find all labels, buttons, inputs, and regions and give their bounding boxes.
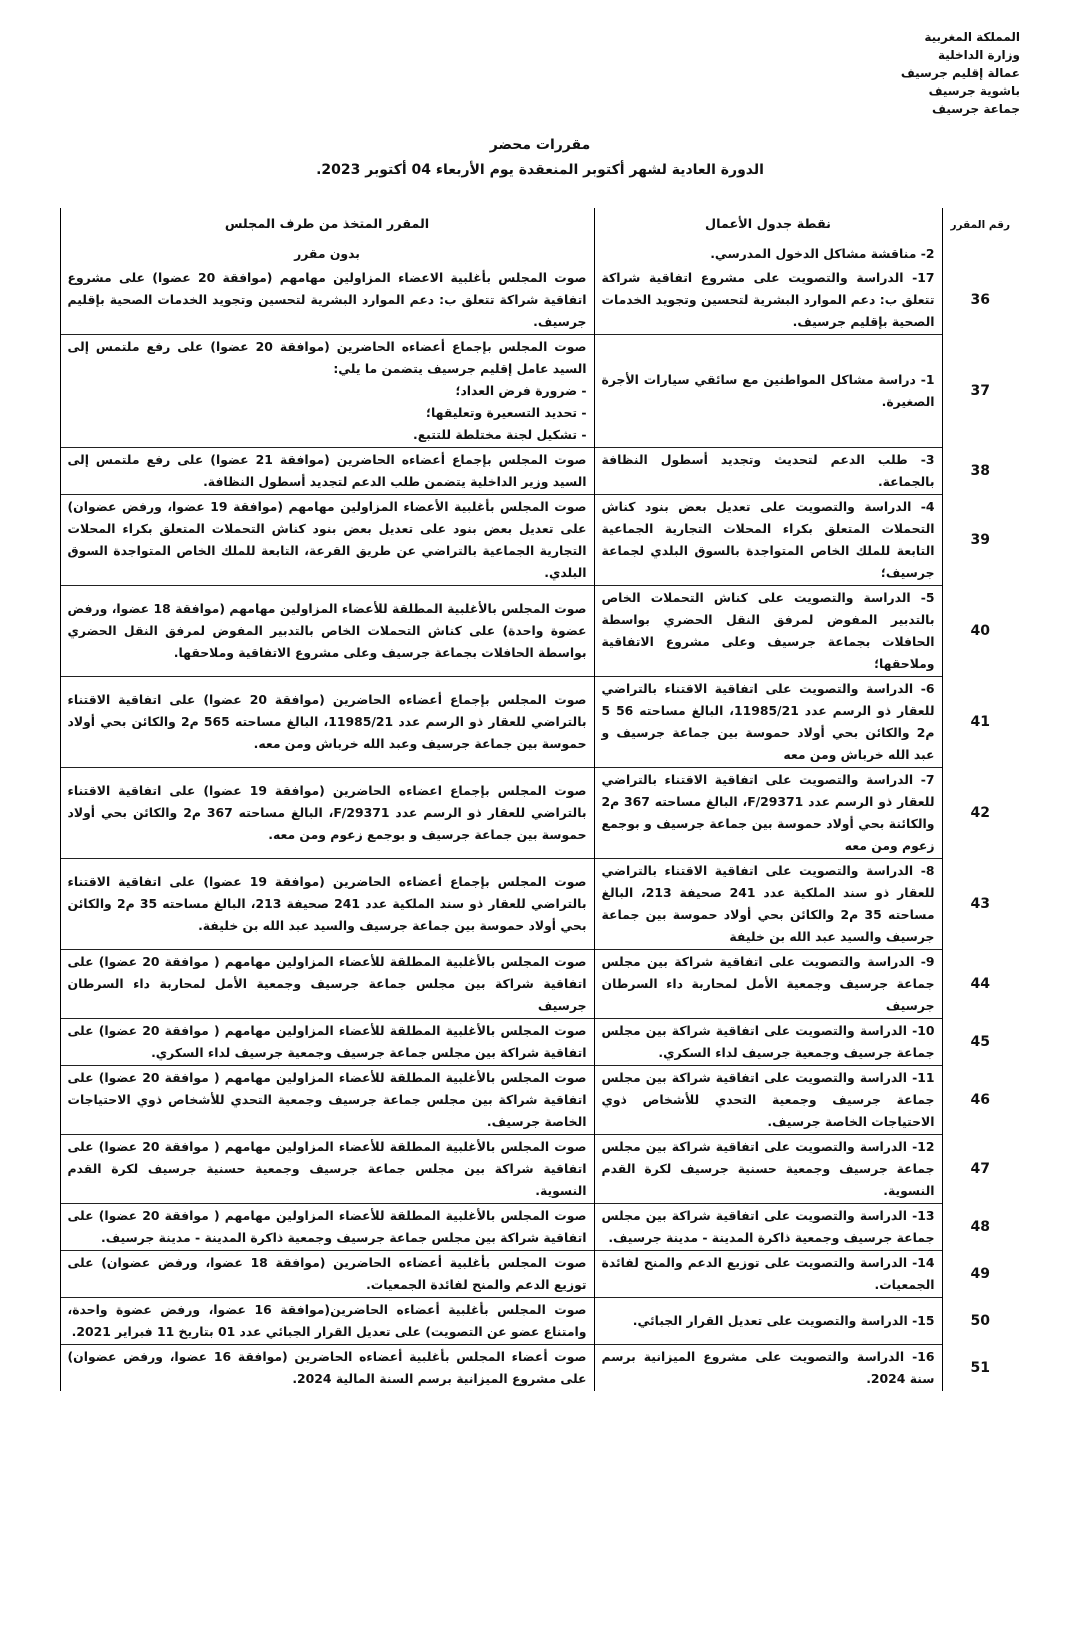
header-decision-number: رقم المقرر bbox=[950, 219, 1011, 231]
decision-number: 37 bbox=[970, 383, 990, 399]
agenda-item: 17- الدراسة والتصويت على مشروع اتفاقية شراكة تتعلق ب: دعم الموارد البشرية لتحسين وتجويد الخدمات الصحية بإقليم جرسيف. bbox=[594, 266, 942, 335]
administrative-header bbox=[901, 28, 1020, 118]
agenda-item: 6- الدراسة والتصويت على اتفاقية الاقتناء بالتراضي للعقار ذو الرسم عدد 11985/21، البالغ مساحته 56 5 م2 والكائن بحي أولاد حموسة بين جماعة جرسيف و عبد الله خرباش ومن معه bbox=[594, 677, 942, 768]
council-decision: صوت المجلس بالأغلبية المطلقة للأعضاء المزاولين مهامهم ( موافقة 20 عضوا) على اتفاقية شراكة بين مجلس جماعة جرسيف وجمعية الأمل لمحاربة داء السرطان جرسيف bbox=[60, 950, 594, 1019]
agenda-item: 13- الدراسة والتصويت على اتفاقية شراكة بين مجلس جماعة جرسيف وجمعية ذاكرة المدينة - مدينة جرسيف. bbox=[594, 1204, 942, 1251]
council-decision: صوت المجلس بإجماع اعضاءه الحاضرين (موافقة 19 عضوا) على اتفاقية الاقتناء بالتراضي للعقار ذو الرسم عدد F/29371، البالغ مساحته 367 م2 والكائن بحي أولاد حموسة بين جماعة جرسيف و بوجمع زعوم ومن معه. bbox=[60, 768, 594, 859]
header-agenda-item: نقطة جدول الأعمال bbox=[594, 208, 942, 242]
table-row bbox=[60, 859, 1018, 950]
council-decision: صوت المجلس بإجماع أعضاءه الحاضرين (موافقة 21 عضوا) على رفع ملتمس إلى السيد وزير الداخلية يتضمن طلب الدعم لتجديد أسطول النظافة. bbox=[60, 448, 594, 495]
agenda-item: 5- الدراسة والتصويت على كناش التحملات الخاص بالتدبير المفوض لمرفق النقل الحضري بواسطة الحافلات بجماعة جرسيف وعلى مشروع الاتفاقية وملاحقها؛ bbox=[594, 586, 942, 677]
decision-number bbox=[942, 242, 1018, 266]
document-subtitle: الدورة العادية لشهر أكتوبر المنعقدة يوم الأربعاء 04 أكتوبر 2023. bbox=[316, 162, 764, 178]
header-line-prefecture: عمالة إقليم جرسيف bbox=[900, 66, 1020, 80]
agenda-item: 1- دراسة مشاكل المواطنين مع سائقي سيارات الأجرة الصغيرة. bbox=[594, 335, 942, 448]
council-decision: صوت المجلس بأغلبية الأعضاء المزاولين مهامهم (موافقة 19 عضوا، ورفض عضوان) على تعديل بعض بنود على تعديل بعض بنود كناش التحملات المتعلق بكراء المحلات التجارية الجماعية بالتراضي عن طريق القرعة، التابعة للملك الخاص المتواجدة السوق البلدي. bbox=[60, 495, 594, 586]
header-council-decision: المقرر المتخذ من طرف المجلس bbox=[60, 208, 594, 242]
table-row bbox=[60, 1298, 1018, 1345]
agenda-item: 2- مناقشة مشاكل الدخول المدرسي. bbox=[594, 242, 942, 266]
council-decision: صوت المجلس بإجماع أعضاءه الحاضرين (موافقة 20 عضوا) على اتفاقية الاقتناء بالتراضي للعقار ذو الرسم عدد 11985/21، البالغ مساحته 565 م2 والكائن بحي أولاد حموسة بين جماعة جرسيف وعبد الله خرباش ومن معه. bbox=[60, 677, 594, 768]
decision-number: 46 bbox=[970, 1092, 990, 1108]
table-row bbox=[60, 495, 1018, 586]
council-decision: صوت المجلس بأغلبية أعضاءه الحاضرين(موافقة 16 عضوا، ورفض عضوة واحدة، وامتناع عضو عن التصويت) على تعديل القرار الجبائي عدد 01 بتاريخ 11 فبراير 2021. bbox=[60, 1298, 594, 1345]
agenda-item: 10- الدراسة والتصويت على اتفاقية شراكة بين مجلس جماعة جرسيف وجمعية جرسيف لداء السكري. bbox=[594, 1019, 942, 1066]
decisions-table bbox=[60, 208, 1019, 1391]
council-decision: صوت المجلس بالأغلبية المطلقة للأعضاء المزاولين مهامهم (موافقة 18 عضوا، ورفض عضوة واحدة) على كناش التحملات الخاص بالتدبير المفوض لمرفق النقل الحضري بواسطة الحافلات بجماعة جرسيف وعلى مشروع الاتفاقية وملاحقها. bbox=[60, 586, 594, 677]
council-decision: صوت المجلس بأغلبية الاعضاء المزاولين مهامهم (موافقة 20 عضوا) على مشروع اتفاقية شراكة تتعلق ب: دعم الموارد البشرية لتحسين وتجويد الخدمات الصحية بإقليم جرسيف. bbox=[60, 266, 594, 335]
agenda-item: 14- الدراسة والتصويت على توزيع الدعم والمنح لفائدة الجمعيات. bbox=[594, 1251, 942, 1298]
agenda-item: 4- الدراسة والتصويت على تعديل بعض بنود كناش التحملات المتعلق بكراء المحلات التجارية الجماعية التابعة للملك الخاص المتواجدة بالسوق البلدي لجماعة جرسيف؛ bbox=[594, 495, 942, 586]
council-decision: بدون مقرر bbox=[60, 242, 594, 266]
table-row bbox=[60, 677, 1018, 768]
decision-number: 40 bbox=[970, 623, 990, 639]
council-decision: صوت المجلس بإجماع أعضاءه الحاضرين (موافقة 20 عضوا) على رفع ملتمس إلى السيد عامل إقليم جرسيف يتضمن ما يلي: - ضرورة فرض العداد؛ - تحديد التسعيرة وتعليقها؛ - تشكيل لجنة مختلطة للتتبع. bbox=[60, 335, 594, 448]
table-row bbox=[60, 1135, 1018, 1204]
decision-number: 41 bbox=[970, 714, 990, 730]
decision-number: 43 bbox=[970, 896, 990, 912]
agenda-item: 8- الدراسة والتصويت على اتفاقية الاقتناء بالتراضي للعقار ذو سند الملكية عدد 241 صحيفة 213، البالغ مساحته 35 م2 والكائن بحي أولاد حموسة بين جماعة جرسيف والسيد عبد الله بن خليفة bbox=[594, 859, 942, 950]
table-row bbox=[60, 242, 1018, 266]
table-row bbox=[60, 1345, 1018, 1392]
header-line-kingdom: المملكة المغربية bbox=[924, 30, 1020, 44]
document-titles bbox=[0, 135, 1080, 181]
agenda-item: 12- الدراسة والتصويت على اتفاقية شراكة بين مجلس جماعة جرسيف وجمعية حسنية جرسيف لكرة القدم النسوية. bbox=[594, 1135, 942, 1204]
table-row bbox=[60, 586, 1018, 677]
council-decision: صوت المجلس بإجماع أعضاءه الحاضرين (موافقة 19 عضوا) على اتفاقية الاقتناء بالتراضي للعقار ذو سند الملكية عدد 241 صحيفة 213، البالغ مساحته 35 م2 والكائن بحي أولاد حموسة بين جماعة جرسيف والسيد عبد الله بن خليفة. bbox=[60, 859, 594, 950]
table-row bbox=[60, 335, 1018, 448]
council-decision: صوت المجلس بالأغلبية المطلقة للأعضاء المزاولين مهامهم ( موافقة 20 عضوا) على اتفاقية شراكة بين مجلس جماعة جرسيف وجمعية التحدي للأشخاص ذوي الاحتياجات الخاصة جرسيف. bbox=[60, 1066, 594, 1135]
decision-number: 36 bbox=[970, 292, 990, 309]
decision-number: 48 bbox=[970, 1219, 990, 1235]
agenda-item: 16- الدراسة والتصويت على مشروع الميزانية برسم سنة 2024. bbox=[594, 1345, 942, 1392]
council-decision: صوت المجلس بالأغلبية المطلقة للأعضاء المزاولين مهامهم ( موافقة 20 عضوا) على اتفاقية شراكة بين مجلس جماعة جرسيف وجمعية جرسيف لداء السكري. bbox=[60, 1019, 594, 1066]
council-decision: صوت المجلس بأغلبية أعضاءه الحاضرين (موافقة 18 عضوا، ورفض عضوان) على توزيع الدعم والمنح لفائدة الجمعيات. bbox=[60, 1251, 594, 1298]
agenda-item: 7- الدراسة والتصويت على اتفاقية الاقتناء بالتراضي للعقار ذو الرسم عدد F/29371، البالغ مساحته 367 م2 والكائنة بحي أولاد حموسة بين جماعة جرسيف و بوجمع زعوم ومن معه bbox=[594, 768, 942, 859]
table-row bbox=[60, 950, 1018, 1019]
agenda-item: 9- الدراسة والتصويت على اتفاقية شراكة بين مجلس جماعة جرسيف وجمعية الأمل لمحاربة داء السرطان جرسيف bbox=[594, 950, 942, 1019]
document-title: مقررات محضر bbox=[489, 137, 591, 153]
decision-number: 42 bbox=[970, 805, 990, 821]
table-row bbox=[60, 1019, 1018, 1066]
decision-number: 50 bbox=[970, 1313, 990, 1329]
agenda-item: 15- الدراسة والتصويت على تعديل القرار الجبائي. bbox=[594, 1298, 942, 1345]
table-row bbox=[60, 1251, 1018, 1298]
table-row bbox=[60, 1066, 1018, 1135]
council-decision: صوت المجلس بالأغلبية المطلقة للأعضاء المزاولين مهامهم ( موافقة 20 عضوا) على اتفاقية شراكة بين مجلس جماعة جرسيف وجمعية ذاكرة المدينة - مدينة جرسيف. bbox=[60, 1204, 594, 1251]
council-decision: صوت أعضاء المجلس بأغلبية أعضاءه الحاضرين (موافقة 16 عضوا، ورفض عضوان) على مشروع الميزانية برسم السنة المالية 2024. bbox=[60, 1345, 594, 1392]
header-line-commune: جماعة جرسيف bbox=[932, 102, 1020, 116]
decision-number: 39 bbox=[970, 532, 990, 548]
agenda-item: 3- طلب الدعم لتحديث وتجديد أسطول النظافة بالجماعة. bbox=[594, 448, 942, 495]
decision-number: 47 bbox=[970, 1161, 990, 1177]
agenda-item: 11- الدراسة والتصويت على اتفاقية شراكة بين مجلس جماعة جرسيف وجمعية التحدي للأشخاص ذوي الاحتياجات الخاصة جرسيف. bbox=[594, 1066, 942, 1135]
table-row bbox=[60, 448, 1018, 495]
decision-number: 38 bbox=[970, 463, 990, 479]
council-decision: صوت المجلس بالأغلبية المطلقة للأعضاء المزاولين مهامهم ( موافقة 20 عضوا) على اتفاقية شراكة بين مجلس جماعة جرسيف وجمعية حسنية جرسيف لكرة القدم النسوية. bbox=[60, 1135, 594, 1204]
decision-number: 51 bbox=[970, 1359, 990, 1376]
decision-number: 49 bbox=[970, 1266, 990, 1282]
table-row bbox=[60, 266, 1018, 335]
header-line-ministry: وزارة الداخلية bbox=[937, 48, 1020, 62]
table-header-row bbox=[60, 208, 1018, 242]
table-row bbox=[60, 1204, 1018, 1251]
header-line-pashalik: باشوية جرسيف bbox=[928, 84, 1020, 98]
table-row bbox=[60, 768, 1018, 859]
decision-number: 45 bbox=[970, 1034, 990, 1050]
decision-number: 44 bbox=[970, 976, 990, 992]
